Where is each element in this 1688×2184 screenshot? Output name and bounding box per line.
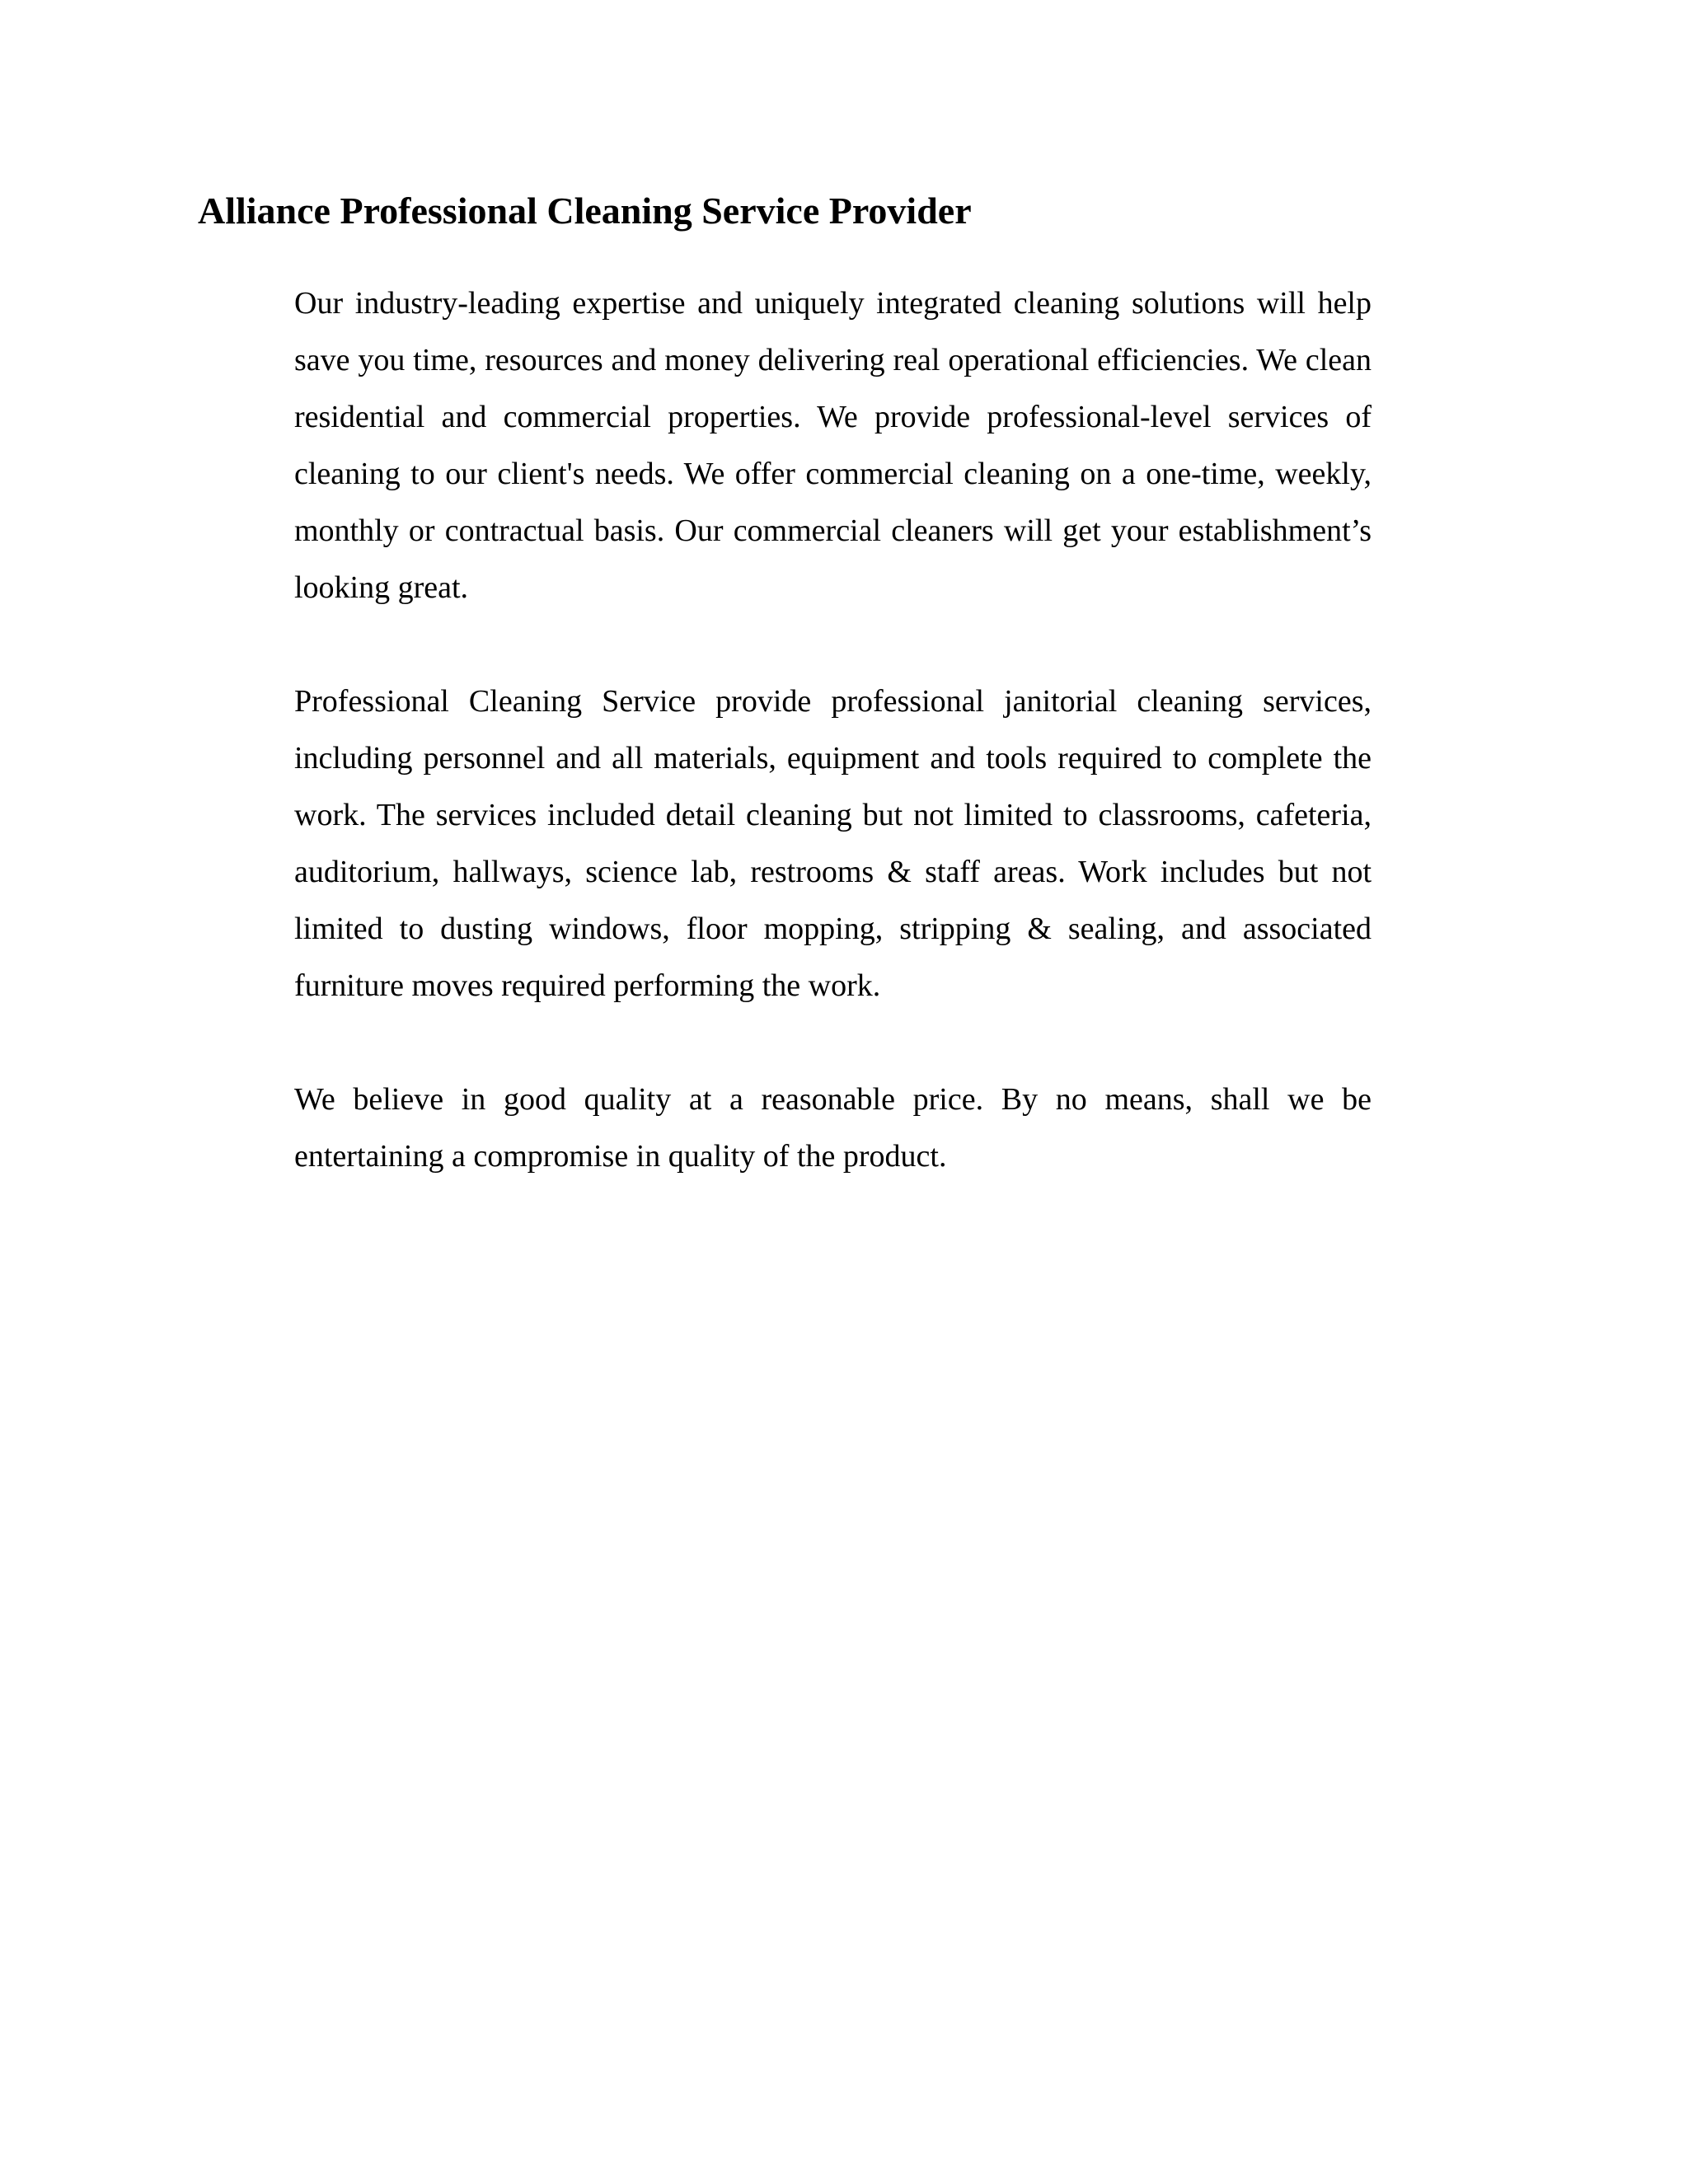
document-title: Alliance Professional Cleaning Service Provider: [198, 190, 972, 232]
paragraph-quality: We believe in good quality at a reasonable price. By no means, shall we be entertaining a compromise in quality of the product.: [294, 1082, 1372, 1174]
document-body: [294, 275, 1372, 1242]
paragraph-intro: Our industry-leading expertise and uniquely integrated cleaning solutions will help save you time, resources and money delivering real operational efficiencies. We clean residential and commercial properties. We provide professional-level services of cleaning to our client's needs. We offer commercial cleaning on a one-time, weekly, monthly or contractual basis. Our commercial cleaners will get your establishment’s looking great.: [294, 286, 1372, 605]
paragraph-services: Professional Cleaning Service provide professional janitorial cleaning services, including personnel and all materials, equipment and tools required to complete the work. The services included detail cleaning but not limited to classrooms, cafeteria, auditorium, hallways, science lab, restrooms & staff areas. Work includes but not limited to dusting windows, floor mopping, stripping & sealing, and associated furniture moves required performing the work.: [294, 684, 1372, 1003]
